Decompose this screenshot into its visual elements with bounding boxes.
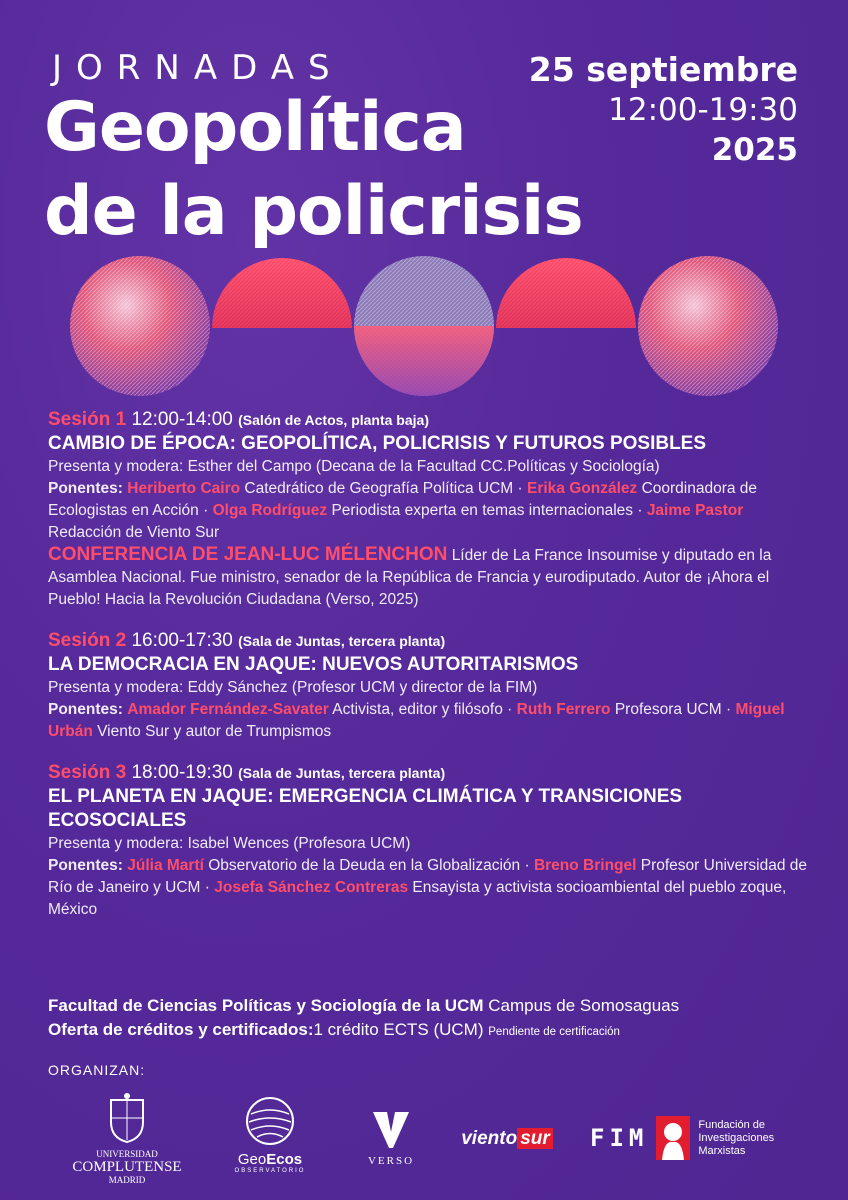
- ucm-logo: [72, 1092, 182, 1185]
- speaker-name: Júlia Martí: [127, 857, 204, 874]
- vientosur-logo: [442, 1128, 572, 1150]
- session-3-title: EL PLANETA EN JAQUE: EMERGENCIA CLIMÁTICA Y TRANSICIONES ECOSOCIALES: [48, 786, 683, 831]
- separator-dot: ·: [637, 502, 643, 519]
- fim-fullname: [698, 1119, 774, 1158]
- fim-logo: [590, 1116, 800, 1160]
- separator-dot: ·: [507, 701, 513, 718]
- speaker-name: Heriberto Cairo: [127, 480, 241, 497]
- speaker-name: Breno Bringel: [533, 857, 637, 874]
- credits-line: [48, 1018, 838, 1044]
- half-globe-2: [496, 258, 636, 328]
- venue-name: Facultad de Ciencias Políticas y Sociología de la UCM: [48, 996, 484, 1015]
- fim-name-line-1: Fundación de: [698, 1118, 766, 1131]
- speaker-desc: Coordinadora de Ecologistas en Acción: [48, 480, 758, 519]
- session-2-time: 16:00-17:30: [131, 630, 233, 651]
- credits-value: 1 crédito ECTS (UCM): [313, 1020, 484, 1039]
- speakers-label: Ponentes:: [48, 480, 123, 497]
- venue-info: [48, 994, 838, 1044]
- session-3-room: (Sala de Juntas, tercera planta): [238, 765, 446, 781]
- session-2-label: Sesión 2: [48, 630, 127, 651]
- separator-dot: ·: [204, 879, 210, 896]
- separator-dot: ·: [203, 502, 209, 519]
- verso-v-icon: [369, 1110, 413, 1150]
- speaker-desc: Ensayista y activista socioambiental del pueblo zoque, México: [48, 879, 787, 918]
- keynote-title: CONFERENCIA DE JEAN-LUC MÉLENCHON: [48, 544, 448, 565]
- ucm-name-main: COMPLUTENSE: [72, 1159, 182, 1175]
- verso-name: VERSO: [367, 1155, 415, 1167]
- fim-name-line-2: Investigaciones: [698, 1131, 775, 1144]
- geoecos-logo: [230, 1096, 310, 1174]
- session-1-moderator: Presenta y modera: Esther del Campo (Decana de la Facultad CC.Políticas y Sociología): [48, 458, 660, 475]
- globe-1: [70, 256, 210, 396]
- geoecos-name-b: Ecos: [266, 1151, 303, 1168]
- speaker-name: Olga Rodríguez: [212, 502, 328, 519]
- venue-line: [48, 994, 838, 1018]
- sessions-list: [48, 408, 818, 939]
- session-1-title: CAMBIO DE ÉPOCA: GEOPOLÍTICA, POLICRISIS Y FUTUROS POSIBLES: [48, 433, 707, 454]
- organizer-logos: [0, 1090, 848, 1200]
- organizers-label: ORGANIZAN:: [48, 1062, 146, 1078]
- venue-place: Campus de Somosaguas: [488, 996, 680, 1015]
- session-1-speakers: [48, 478, 818, 544]
- separator-dot: ·: [725, 701, 732, 718]
- speaker-name: Erika González: [527, 480, 638, 497]
- session-3: [48, 761, 818, 921]
- session-3-speakers: [48, 855, 818, 921]
- session-2: [48, 629, 818, 743]
- keynote: [48, 544, 818, 611]
- globes-illustration: [0, 250, 848, 410]
- speakers-label: Ponentes:: [48, 701, 123, 718]
- session-2-speakers: [48, 699, 818, 743]
- speaker-name: Ruth Ferrero: [516, 701, 611, 718]
- speaker-name: Miguel Urbán: [48, 701, 785, 740]
- speakers-label: Ponentes:: [48, 857, 123, 874]
- event-time: 12:00-19:30: [608, 92, 798, 128]
- session-2-header: [48, 629, 818, 653]
- event-date: 25 septiembre: [528, 50, 798, 89]
- event-title-line-2: de la policrisis: [44, 172, 583, 251]
- geoecos-sub: OBSERVATORIO: [234, 1168, 306, 1174]
- session-3-time: 18:00-19:30: [131, 762, 233, 783]
- fim-acronym: FIM: [590, 1124, 649, 1152]
- session-1: [48, 408, 818, 611]
- speaker-desc: Activista, editor y filósofo: [332, 701, 503, 718]
- speaker-desc: Profesor Universidad de Río de Janeiro y UCM: [48, 857, 808, 896]
- speaker-name: Amador Fernández-Savater: [127, 701, 329, 718]
- speaker-desc: Observatorio de la Deuda en la Globalización: [208, 857, 521, 874]
- vientosur-name-a: viento: [461, 1128, 518, 1149]
- speaker-desc: Profesora UCM: [614, 701, 722, 718]
- speaker-desc: Catedrático de Geografía Política UCM: [244, 480, 514, 497]
- session-1-time: 12:00-14:00: [131, 409, 233, 430]
- date-block: [529, 50, 798, 170]
- marx-portrait-icon: [656, 1116, 690, 1160]
- speaker-desc: Redacción de Viento Sur: [48, 524, 220, 541]
- verso-logo: [356, 1110, 426, 1167]
- session-2-moderator: Presenta y modera: Eddy Sánchez (Profesor UCM y director de la FIM): [48, 679, 538, 696]
- event-title-line-1: Geopolítica: [44, 88, 466, 167]
- geoecos-globe-icon: [245, 1096, 295, 1146]
- event-title: [44, 86, 583, 254]
- credits-note: Pendiente de certificación: [488, 1026, 620, 1038]
- ucm-crest-icon: [105, 1092, 149, 1144]
- session-1-header: [48, 408, 818, 432]
- vientosur-name: [461, 1128, 553, 1149]
- session-1-room: (Salón de Actos, planta baja): [238, 412, 429, 428]
- session-2-title: LA DEMOCRACIA EN JAQUE: NUEVOS AUTORITARISMOS: [48, 654, 579, 675]
- fim-name-line-3: Marxistas: [698, 1144, 746, 1157]
- speaker-desc: Periodista experta en temas internacionales: [331, 502, 634, 519]
- speaker-name: Jaime Pastor: [646, 502, 744, 519]
- ucm-name-top: UNIVERSIDAD: [96, 1149, 158, 1159]
- geoecos-name-a: Geo: [237, 1151, 267, 1168]
- credits-label: Oferta de créditos y certificados:: [48, 1020, 314, 1039]
- ucm-city: MADRID: [108, 1175, 146, 1185]
- keynote-desc: Líder de La France Insoumise y diputado en la Asamblea Nacional. Fue ministro, senador de la República de Francia y eurodiputado. Autor de ¡Ahora el Pueblo! Hacia la Revolución Ciudadana (Verso, 2025): [48, 547, 772, 608]
- session-1-label: Sesión 1: [48, 409, 127, 430]
- speaker-desc: Viento Sur y autor de Trumpismos: [97, 723, 332, 740]
- globe-3: [638, 256, 778, 396]
- vientosur-name-b: sur: [517, 1128, 553, 1149]
- separator-dot: ·: [517, 480, 523, 497]
- session-3-label: Sesión 3: [48, 762, 127, 783]
- session-2-room: (Sala de Juntas, tercera planta): [238, 633, 446, 649]
- half-globe-1: [212, 258, 352, 328]
- event-year: 2025: [711, 132, 798, 168]
- separator-dot: ·: [524, 857, 530, 874]
- session-3-moderator: Presenta y modera: Isabel Wences (Profesora UCM): [48, 835, 411, 852]
- session-3-header: [48, 761, 818, 785]
- globe-2: [354, 256, 494, 396]
- geoecos-name: [230, 1151, 310, 1168]
- event-kicker: JORNADAS: [52, 48, 344, 88]
- speaker-name: Josefa Sánchez Contreras: [214, 879, 409, 896]
